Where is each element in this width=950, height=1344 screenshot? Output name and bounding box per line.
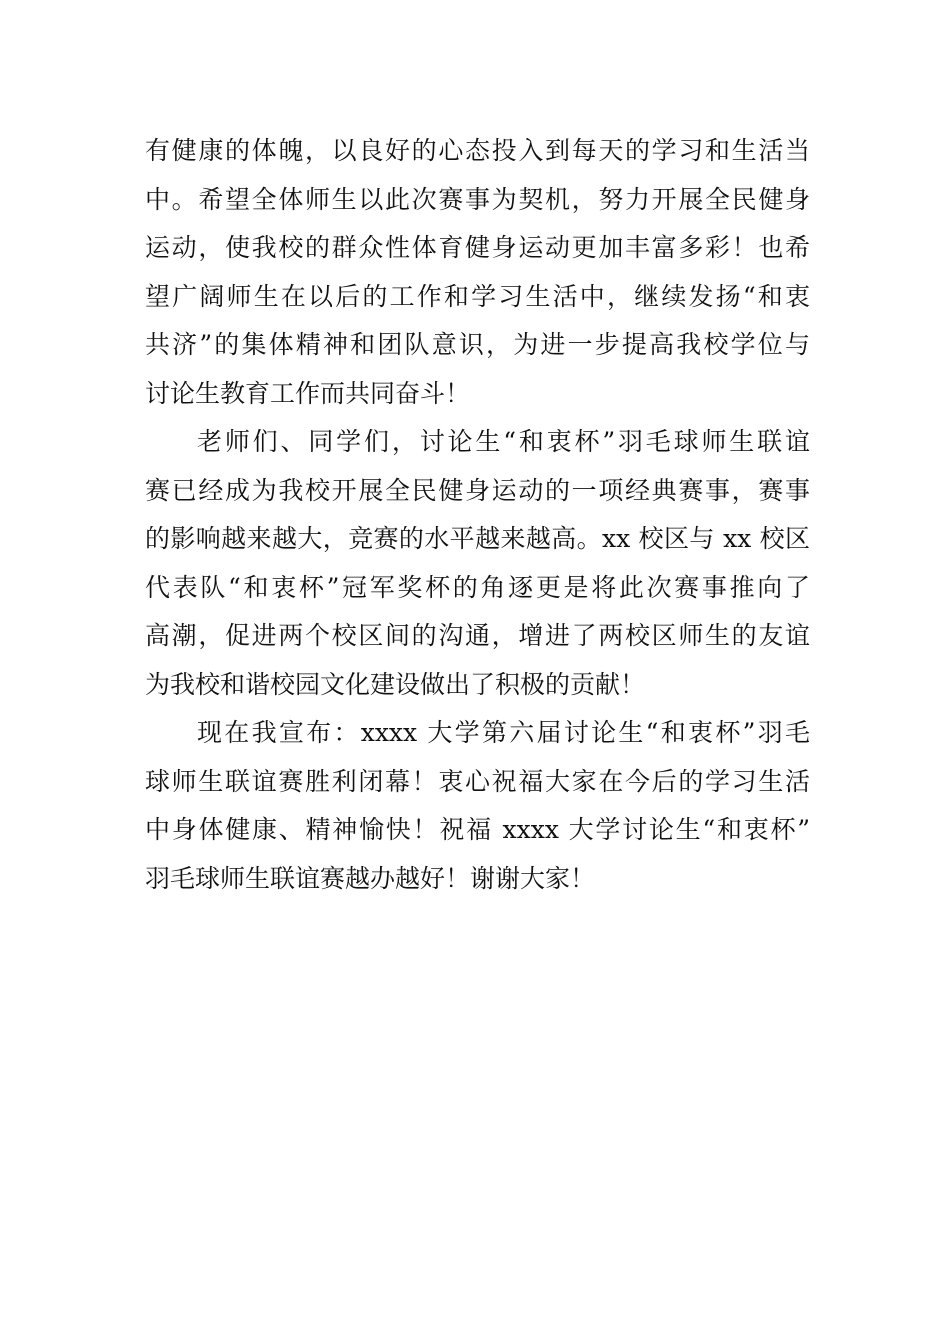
text-line: 有健康的体魄，以良好的心态投入到每天的学习和生活当: [145, 136, 810, 165]
document-body: [145, 127, 810, 903]
text-line: 中身体健康、精神愉快！祝福 xxxx 大学讨论生“和衷杯”: [145, 815, 810, 844]
text-line: 球师生联谊赛胜利闭幕！衷心祝福大家在今后的学习生活: [145, 766, 810, 796]
text-line: 中。希望全体师生以此次赛事为契机，努力开展全民健身: [145, 184, 810, 214]
paragraph-1: [145, 127, 810, 418]
text-line: 现在我宣布：xxxx 大学第六届讨论生“和衷杯”羽毛: [197, 718, 810, 747]
text-line: 望广阔师生在以后的工作和学习生活中，继续发扬“和衷: [145, 281, 810, 311]
text-line: 老师们、同学们，讨论生“和衷杯”羽毛球师生联谊: [197, 427, 810, 456]
text-line: 运动，使我校的群众性体育健身运动更加丰富多彩！也希: [145, 233, 810, 262]
text-line: 共济”的集体精神和团队意识，为进一步提高我校学位与: [145, 330, 810, 359]
paragraph-2: [145, 418, 810, 709]
text-line: 讨论生教育工作而共同奋斗！: [145, 378, 471, 408]
paragraph-3: [145, 709, 810, 903]
text-line: 代表队“和衷杯”冠军奖杯的角逐更是将此次赛事推向了: [145, 572, 810, 602]
text-line: 的影响越来越大，竞赛的水平越来越高。xx 校区与 xx 校区: [145, 524, 810, 553]
text-line: 赛已经成为我校开展全民健身运动的一项经典赛事，赛事: [145, 475, 810, 505]
text-line: 高潮，促进两个校区间的沟通，增进了两校区师生的友谊: [145, 621, 810, 650]
text-line: 为我校和谐校园文化建设做出了积极的贡献！: [145, 669, 646, 699]
text-line: 羽毛球师生联谊赛越办越好！谢谢大家！: [145, 863, 596, 893]
